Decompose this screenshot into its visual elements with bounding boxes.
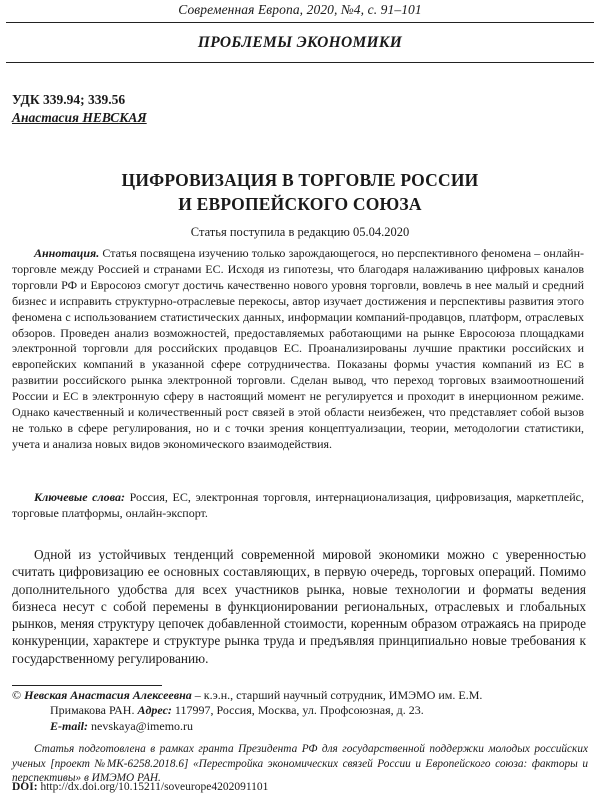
footnote-affiliation-line (12, 703, 588, 718)
udc-code: УДК 339.94; 339.56 (12, 92, 126, 107)
keywords-text: Россия, ЕС, электронная торговля, интернационализация, цифровизация, маркетплейс, торговые платформы, онлайн-экспорт. (12, 490, 584, 520)
email-label: E-mail: (50, 718, 88, 733)
doi-link[interactable]: http://dx.doi.org/10.15211/soveurope4202091101 (37, 781, 269, 793)
footnote-author-name: Невская Анастасия Алексеевна (24, 688, 192, 702)
abstract-label: Аннотация. (34, 246, 100, 260)
article-title-line-2: И ЕВРОПЕЙСКОГО СОЮЗА (178, 194, 422, 214)
footnote-affiliation: Примакова РАН. (50, 703, 135, 718)
keywords (12, 490, 584, 522)
abstract (12, 246, 584, 453)
doi-line (12, 781, 588, 793)
grant-note: Статья подготовлена в рамках гранта Президента РФ для государственной поддержки молодых российских ученых [проект №МК-6258.2018.6] «Перестройка экономических связей России и Европейского союза: факторы и перспективы» в ИМЭМО РАН. (12, 743, 588, 785)
abstract-text: Статья посвящена изучению только зарождающегося, но перспективного феномена – онлайн-торговле между Россией и странами ЕС. Исходя из гипотезы, что благодаря налаживанию цифровых каналов торговли РФ и Евросоюз смогут достичь качественно нового уровня торговли, вовлечь в нее малый и средний бизнес и исправить структурно-отраслевые перекосы, автор изучает достижения и перспективы развития этого феномена с использованием статистических данных, информации компаний-продавцов, платформ, отраслевых обзоров. Проведен анализ возможностей, предоставляемых работающими на рынке Евросоюза площадками электронной торговли для российских продавцов ЕС. Проанализированы лучшие практики российских и европейских компаний в указанной сфере сотрудничества. Показаны формы участия компаний из ЕС в развитии российского рынка электронной торговли. Сделан вывод, что переход торговых взаимоотношений России и ЕС в электронную сферу в настоящий момент не регулируется и проходит в инерционном режиме. Однако качественный и количественный рост связей в этой области неизбежен, что представляет собой вызов не только в сфере регулирования, но и с точки зрения концептуализации, теории, методологии статистики, учета и анализа новых видов экономического взаимодействия. (12, 246, 584, 451)
received-date: Статья поступила в редакцию 05.04.2020 (190, 225, 410, 239)
address-label: Адрес: (137, 703, 172, 718)
address-text: 117997, Россия, Москва, ул. Профсоюзная, д. 23. (171, 703, 424, 718)
running-header: Современная Европа, 2020, №4, с. 91–101 (178, 2, 422, 17)
author-name: Анастасия НЕВСКАЯ (12, 110, 147, 125)
article-title (0, 168, 600, 216)
copyright-sign: © (12, 688, 22, 702)
keywords-label: Ключевые слова: (34, 490, 125, 504)
doi-label: DOI: (12, 781, 38, 793)
header-rule-bottom (6, 62, 594, 63)
author-footnote (12, 688, 588, 734)
section-title: ПРОБЛЕМЫ ЭКОНОМИКИ (197, 34, 403, 51)
article-title-line-1: ЦИФРОВИЗАЦИЯ В ТОРГОВЛЕ РОССИИ (121, 170, 479, 190)
body-paragraph: Одной из устойчивых тенденций современной мировой экономики можно с уверенностью считать цифровизацию ее основных составляющих, в первую очередь, торговых операций. Помимо дополнительного удобства для всех участников рынка, новые технологии и форматы ведения бизнеса несут с собой перемены в функционировании региональных, отраслевых и глобальных рынков, меняя структуру цепочек добавленной стоимости, коренным образом отражаясь на природе конкуренции, характере и структуре рынка труда и предъявляя принципиально новые требования к государственному регулированию. (12, 547, 586, 666)
footnote-rule (12, 685, 162, 686)
footnote-email-line (12, 719, 588, 734)
email-link[interactable]: nevskaya@imemo.ru (88, 718, 194, 733)
footnote-author-desc: – к.э.н., старший научный сотрудник, ИМЭМО им. Е.М. (191, 688, 483, 702)
header-rule-top (6, 22, 594, 23)
